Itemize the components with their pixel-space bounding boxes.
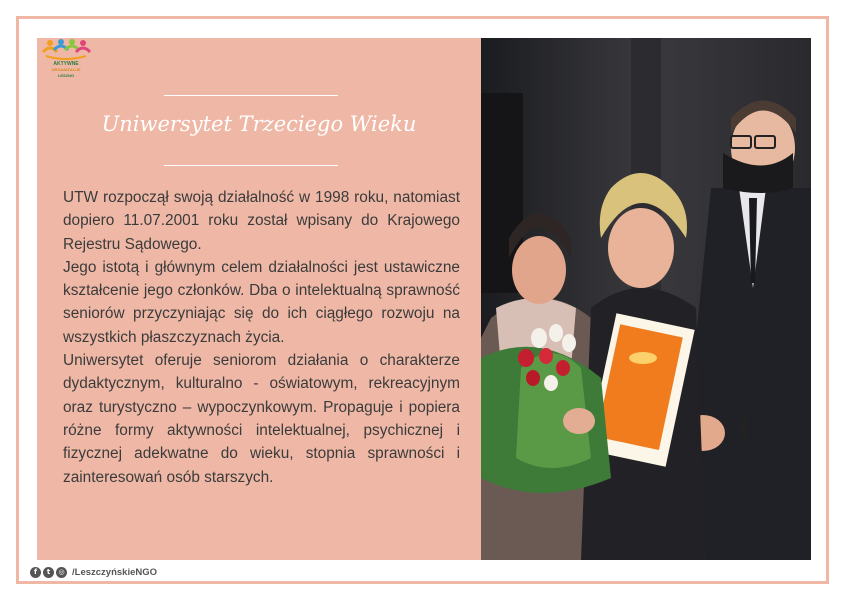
- social-footer: [30, 565, 157, 579]
- logo-line2: ORGANIZACJE: [51, 67, 81, 72]
- award-ceremony-photo: [481, 38, 811, 560]
- paragraph-offer: Uniwersytet oferuje seniorom działania o charakterze dydaktycznym, kulturalno - oświatowym, rekreacyjnym oraz turystyczno – wypoczynkowym. Propaguje i popiera różne formy aktywności intelektualnej, psychicznej i fizycznej adekwatne do wieku, stopnia sprawności i zainteresowań osób starszych.: [63, 352, 460, 486]
- twitter-icon[interactable]: t: [43, 567, 54, 578]
- organization-logo: [40, 38, 92, 78]
- logo-line3: LESZNO: [57, 73, 75, 78]
- social-handle[interactable]: /LeszczyńskieNGO: [72, 566, 158, 578]
- title-divider-top: [164, 95, 338, 96]
- paragraph-history: UTW rozpoczął swoją działalność w 1998 roku, natomiast dopiero 11.07.2001 roku został wpisany do Krajowego Rejestru Sądowego.: [63, 189, 460, 253]
- description-text: [63, 186, 460, 489]
- facebook-icon[interactable]: f: [30, 567, 41, 578]
- logo-line1: AKTYWNE: [53, 61, 79, 67]
- instagram-icon[interactable]: ◎: [56, 567, 67, 578]
- logo-figures-icon: [40, 38, 92, 62]
- paragraph-mission: Jego istotą i głównym celem działalności jest ustawiczne kształcenie jego członków. Dba o intelektualną sprawność seniorów przyczyniając się do ich ciągłego rozwoju na wszystkich płaszczyznach życia.: [63, 258, 460, 346]
- page-title: Uniwersytet Trzeciego Wieku: [101, 112, 417, 136]
- photo-illustration: [481, 38, 811, 560]
- title-divider-bottom: [164, 165, 338, 166]
